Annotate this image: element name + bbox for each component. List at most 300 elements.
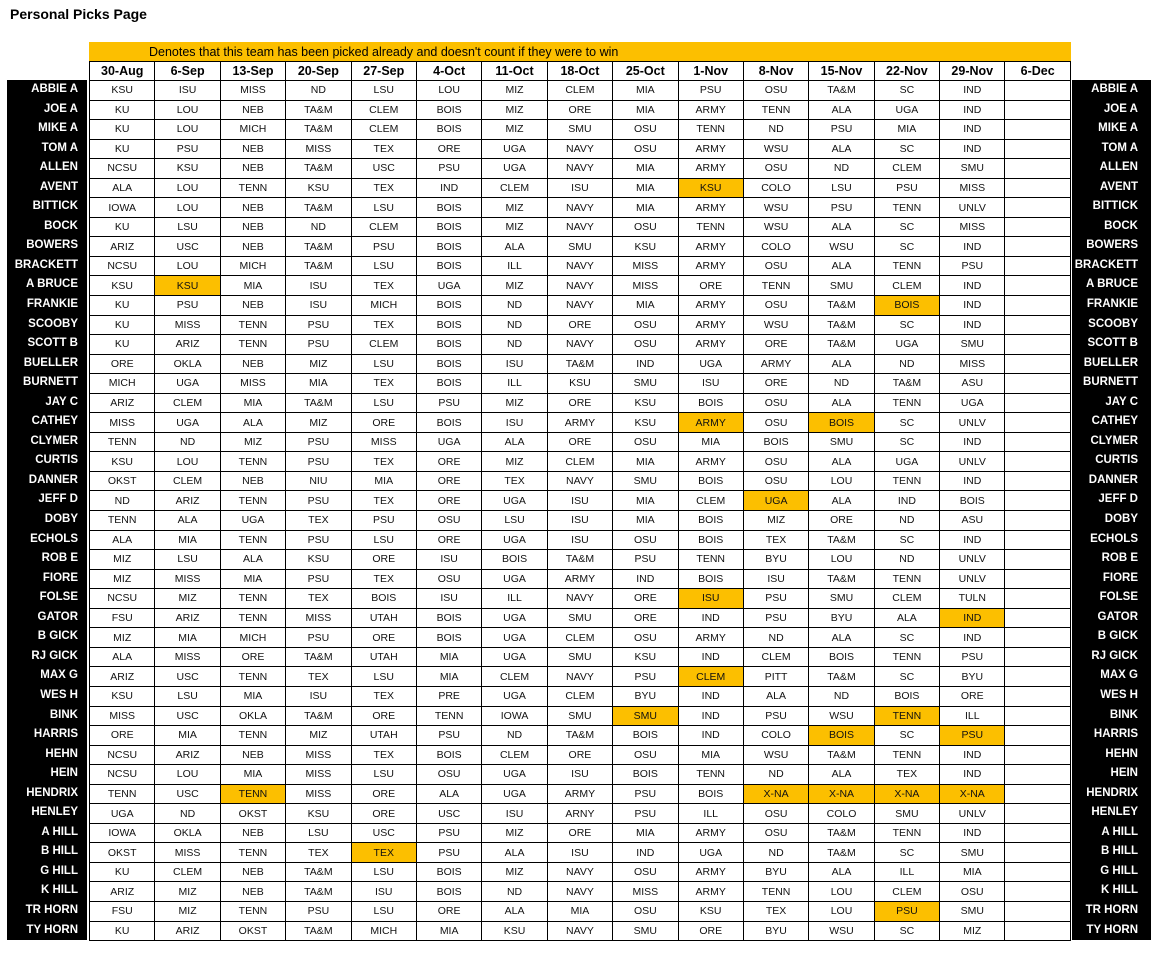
- pick-cell: OSU: [743, 256, 808, 276]
- pick-cell: ARMY: [678, 315, 743, 335]
- pick-cell: UTAH: [351, 608, 416, 628]
- pick-cell: [1005, 667, 1070, 687]
- pick-cell: MIA: [678, 432, 743, 452]
- pick-cell: LSU: [351, 354, 416, 374]
- picks-row: [90, 256, 1071, 276]
- pick-cell: SC: [874, 921, 939, 941]
- pick-cell: BOIS: [809, 726, 874, 746]
- participant-name-left: CATHEY: [31, 415, 78, 428]
- pick-cell: PSU: [613, 804, 678, 824]
- pick-cell: IND: [940, 81, 1005, 101]
- pick-cell: NEB: [220, 296, 285, 316]
- pick-cell: OSU: [613, 315, 678, 335]
- date-header: 25-Oct: [613, 62, 678, 81]
- pick-cell: TEX: [351, 452, 416, 472]
- pick-cell: WSU: [743, 315, 808, 335]
- participant-name-right: WES H: [1100, 688, 1138, 701]
- pick-cell: TENN: [874, 745, 939, 765]
- pick-cell: UNLV: [940, 804, 1005, 824]
- pick-cell: PSU: [613, 784, 678, 804]
- pick-cell: [1005, 745, 1070, 765]
- pick-cell: ARMY: [547, 413, 612, 433]
- pick-cell: IND: [940, 628, 1005, 648]
- pick-cell: ND: [743, 120, 808, 140]
- pick-cell: BYU: [743, 550, 808, 570]
- picks-row: [90, 511, 1071, 531]
- pick-cell: MIZ: [482, 276, 547, 296]
- pick-cell: MIA: [678, 745, 743, 765]
- pick-cell: LSU: [351, 667, 416, 687]
- pick-cell: UNLV: [940, 413, 1005, 433]
- pick-cell: PSU: [743, 706, 808, 726]
- pick-cell: IND: [940, 315, 1005, 335]
- pick-cell: CLEM: [482, 667, 547, 687]
- participant-name-right: SCOOBY: [1088, 317, 1138, 330]
- pick-cell: KU: [90, 315, 155, 335]
- pick-cell: MIZ: [482, 452, 547, 472]
- pick-cell: KSU: [286, 804, 351, 824]
- pick-cell: MICH: [220, 628, 285, 648]
- pick-cell: TA&M: [286, 120, 351, 140]
- picks-row: [90, 452, 1071, 472]
- pick-cell: TENN: [90, 432, 155, 452]
- date-header-row: [90, 62, 1071, 81]
- pick-cell: TA&M: [547, 726, 612, 746]
- pick-cell: MIA: [940, 862, 1005, 882]
- pick-cell: ORE: [678, 276, 743, 296]
- pick-cell: UGA: [482, 530, 547, 550]
- pick-cell: KU: [90, 100, 155, 120]
- pick-cell: PSU: [613, 667, 678, 687]
- pick-cell: SMU: [613, 921, 678, 941]
- pick-cell: ARMY: [678, 256, 743, 276]
- pick-cell: BOIS: [482, 550, 547, 570]
- participant-name-right: CATHEY: [1091, 415, 1138, 428]
- pick-cell: SMU: [940, 159, 1005, 179]
- pick-cell: TEX: [743, 901, 808, 921]
- pick-cell: KSU: [286, 178, 351, 198]
- pick-cell: ORE: [351, 784, 416, 804]
- pick-cell: MIZ: [482, 823, 547, 843]
- pick-cell: KSU: [155, 276, 220, 296]
- pick-cell: [1005, 550, 1070, 570]
- pick-cell: TENN: [678, 120, 743, 140]
- pick-cell: [1005, 804, 1070, 824]
- pick-cell: MIZ: [743, 511, 808, 531]
- pick-cell: PSU: [416, 159, 481, 179]
- pick-cell: NAVY: [547, 862, 612, 882]
- date-header: 11-Oct: [482, 62, 547, 81]
- pick-cell: OSU: [743, 393, 808, 413]
- pick-cell: UGA: [416, 432, 481, 452]
- pick-cell: KSU: [90, 686, 155, 706]
- pick-cell: TENN: [220, 315, 285, 335]
- pick-cell: TA&M: [809, 315, 874, 335]
- pick-cell: BOIS: [351, 589, 416, 609]
- pick-cell: MIZ: [482, 217, 547, 237]
- pick-cell: UTAH: [351, 647, 416, 667]
- pick-cell: TA&M: [286, 882, 351, 902]
- pick-cell: SC: [874, 217, 939, 237]
- pick-cell: ORE: [613, 589, 678, 609]
- pick-cell: OSU: [613, 120, 678, 140]
- pick-cell: ALA: [482, 901, 547, 921]
- pick-cell: KU: [90, 139, 155, 159]
- participant-name-left: FOLSE: [39, 591, 78, 604]
- pick-cell: ALA: [482, 843, 547, 863]
- pick-cell: TA&M: [547, 354, 612, 374]
- pick-cell: SMU: [547, 237, 612, 257]
- pick-cell: CLEM: [678, 491, 743, 511]
- pick-cell: MISS: [286, 608, 351, 628]
- pick-cell: ALA: [809, 354, 874, 374]
- pick-cell: ND: [874, 354, 939, 374]
- pick-cell: ALA: [809, 393, 874, 413]
- pick-cell: ORE: [743, 374, 808, 394]
- pick-cell: IND: [613, 569, 678, 589]
- pick-cell: KSU: [90, 276, 155, 296]
- pick-cell: MISS: [90, 413, 155, 433]
- pick-cell: MIA: [416, 667, 481, 687]
- pick-cell: CLEM: [678, 667, 743, 687]
- pick-cell: PSU: [809, 198, 874, 218]
- pick-cell: UTAH: [351, 726, 416, 746]
- participant-name-left: HARRIS: [33, 728, 78, 741]
- participant-name-right: GATOR: [1097, 610, 1138, 623]
- pick-cell: TA&M: [286, 198, 351, 218]
- pick-cell: ORE: [547, 823, 612, 843]
- pick-cell: MIA: [220, 686, 285, 706]
- pick-cell: [1005, 647, 1070, 667]
- pick-cell: TENN: [220, 726, 285, 746]
- pick-cell: USC: [155, 784, 220, 804]
- pick-cell: WSU: [809, 921, 874, 941]
- pick-cell: NEB: [220, 159, 285, 179]
- pick-cell: ND: [155, 804, 220, 824]
- pick-cell: ARMY: [678, 159, 743, 179]
- date-header: 6-Sep: [155, 62, 220, 81]
- pick-cell: ND: [286, 217, 351, 237]
- pick-cell: CLEM: [547, 686, 612, 706]
- pick-cell: TEX: [351, 374, 416, 394]
- pick-cell: ALA: [220, 550, 285, 570]
- pick-cell: ARIZ: [155, 608, 220, 628]
- pick-cell: SMU: [613, 374, 678, 394]
- pick-cell: USC: [416, 804, 481, 824]
- pick-cell: NAVY: [547, 276, 612, 296]
- participant-name-left: MIKE A: [38, 122, 78, 135]
- participant-name-right: ALLEN: [1099, 161, 1138, 174]
- pick-cell: TENN: [874, 569, 939, 589]
- pick-cell: ARIZ: [90, 882, 155, 902]
- pick-cell: LSU: [351, 765, 416, 785]
- pick-cell: MIZ: [90, 569, 155, 589]
- participant-name-right: CURTIS: [1095, 454, 1138, 467]
- pick-cell: ILL: [678, 804, 743, 824]
- pick-cell: UNLV: [940, 452, 1005, 472]
- pick-cell: ARMY: [547, 784, 612, 804]
- pick-cell: TENN: [220, 901, 285, 921]
- pick-cell: ISU: [482, 804, 547, 824]
- pick-cell: IND: [874, 491, 939, 511]
- pick-cell: ORE: [416, 491, 481, 511]
- legend-bar: Denotes that this team has been picked already and doesn't count if they were to win: [89, 42, 1071, 61]
- pick-cell: UGA: [220, 511, 285, 531]
- pick-cell: PSU: [155, 296, 220, 316]
- pick-cell: CLEM: [351, 120, 416, 140]
- participant-name-left: G HILL: [40, 864, 78, 877]
- pick-cell: MIA: [613, 452, 678, 472]
- pick-cell: SC: [874, 843, 939, 863]
- pick-cell: OSU: [743, 452, 808, 472]
- pick-cell: [1005, 276, 1070, 296]
- participant-name-right: FOLSE: [1099, 591, 1138, 604]
- pick-cell: ALA: [482, 237, 547, 257]
- pick-cell: NEB: [220, 882, 285, 902]
- pick-cell: BOIS: [416, 120, 481, 140]
- pick-cell: SC: [874, 139, 939, 159]
- pick-cell: TA&M: [286, 393, 351, 413]
- pick-cell: TEX: [351, 745, 416, 765]
- pick-cell: TENN: [743, 276, 808, 296]
- pick-cell: TEX: [351, 139, 416, 159]
- pick-cell: MIZ: [482, 198, 547, 218]
- participant-name-right: ROB E: [1101, 552, 1138, 565]
- participant-name-right: BINK: [1109, 708, 1138, 721]
- pick-cell: BOIS: [874, 686, 939, 706]
- pick-cell: ARMY: [678, 413, 743, 433]
- participant-name-left: B HILL: [40, 845, 78, 858]
- pick-cell: MISS: [940, 354, 1005, 374]
- pick-cell: X-NA: [743, 784, 808, 804]
- participant-name-left: ALLEN: [39, 161, 78, 174]
- pick-cell: [1005, 139, 1070, 159]
- pick-cell: NCSU: [90, 589, 155, 609]
- pick-cell: TEX: [351, 569, 416, 589]
- pick-cell: ALA: [743, 686, 808, 706]
- pick-cell: TENN: [678, 550, 743, 570]
- pick-cell: IND: [940, 296, 1005, 316]
- pick-cell: OSU: [613, 628, 678, 648]
- pick-cell: MIZ: [286, 413, 351, 433]
- participant-name-left: BOCK: [44, 219, 78, 232]
- pick-cell: BOIS: [416, 374, 481, 394]
- participant-name-right: BOWERS: [1086, 239, 1138, 252]
- pick-cell: MISS: [220, 81, 285, 101]
- pick-cell: ISU: [678, 374, 743, 394]
- pick-cell: TENN: [743, 100, 808, 120]
- participant-name-right: JAY C: [1105, 395, 1138, 408]
- pick-cell: SC: [874, 237, 939, 257]
- picks-row: [90, 413, 1071, 433]
- pick-cell: TENN: [220, 335, 285, 355]
- participant-name-left: HEHN: [45, 747, 78, 760]
- picks-row: [90, 589, 1071, 609]
- pick-cell: WSU: [743, 217, 808, 237]
- picks-row: [90, 159, 1071, 179]
- pick-cell: TA&M: [547, 550, 612, 570]
- pick-cell: OKLA: [220, 706, 285, 726]
- pick-cell: TENN: [874, 198, 939, 218]
- pick-cell: WSU: [809, 706, 874, 726]
- pick-cell: TENN: [874, 256, 939, 276]
- pick-cell: BOIS: [416, 335, 481, 355]
- pick-cell: OSU: [613, 530, 678, 550]
- pick-cell: IND: [940, 823, 1005, 843]
- pick-cell: OKLA: [155, 354, 220, 374]
- participant-name-right: DANNER: [1088, 473, 1138, 486]
- pick-cell: CLEM: [547, 452, 612, 472]
- pick-cell: UGA: [482, 628, 547, 648]
- participant-name-left: BITTICK: [32, 200, 78, 213]
- pick-cell: [1005, 335, 1070, 355]
- pick-cell: ASU: [940, 374, 1005, 394]
- pick-cell: NEB: [220, 823, 285, 843]
- pick-cell: ORE: [90, 354, 155, 374]
- participant-name-left: A BRUCE: [26, 278, 78, 291]
- pick-cell: OSU: [613, 432, 678, 452]
- pick-cell: TA&M: [286, 862, 351, 882]
- picks-row: [90, 374, 1071, 394]
- pick-cell: KSU: [286, 550, 351, 570]
- pick-cell: ARNY: [547, 804, 612, 824]
- pick-cell: MISS: [286, 784, 351, 804]
- participant-name-left: CLYMER: [30, 434, 78, 447]
- pick-cell: SMU: [940, 901, 1005, 921]
- pick-cell: OSU: [416, 511, 481, 531]
- pick-cell: UGA: [678, 843, 743, 863]
- pick-cell: PSU: [286, 530, 351, 550]
- pick-cell: NEB: [220, 862, 285, 882]
- pick-cell: SMU: [809, 276, 874, 296]
- pick-cell: NCSU: [90, 765, 155, 785]
- pick-cell: LOU: [155, 178, 220, 198]
- pick-cell: SMU: [940, 335, 1005, 355]
- pick-cell: ALA: [90, 530, 155, 550]
- pick-cell: ISU: [547, 178, 612, 198]
- pick-cell: PSU: [286, 432, 351, 452]
- pick-cell: ND: [482, 726, 547, 746]
- pick-cell: [1005, 511, 1070, 531]
- pick-cell: [1005, 237, 1070, 257]
- pick-cell: PSU: [351, 237, 416, 257]
- pick-cell: ARIZ: [90, 393, 155, 413]
- pick-cell: MIA: [613, 823, 678, 843]
- pick-cell: IND: [416, 178, 481, 198]
- pick-cell: TENN: [220, 178, 285, 198]
- pick-cell: BOIS: [416, 862, 481, 882]
- pick-cell: ARMY: [743, 354, 808, 374]
- pick-cell: TA&M: [809, 530, 874, 550]
- pick-cell: ISU: [547, 511, 612, 531]
- pick-cell: UGA: [482, 647, 547, 667]
- participant-name-right: BOCK: [1104, 219, 1138, 232]
- pick-cell: ND: [874, 550, 939, 570]
- pick-cell: NAVY: [547, 589, 612, 609]
- pick-cell: TEX: [743, 530, 808, 550]
- pick-cell: OSU: [416, 569, 481, 589]
- pick-cell: OKST: [90, 843, 155, 863]
- picks-row: [90, 628, 1071, 648]
- pick-cell: MIZ: [482, 81, 547, 101]
- participant-name-left: WES H: [40, 688, 78, 701]
- pick-cell: SC: [874, 81, 939, 101]
- pick-cell: MIA: [155, 530, 220, 550]
- pick-cell: BOIS: [416, 198, 481, 218]
- participant-name-right: B HILL: [1100, 845, 1138, 858]
- pick-cell: BOIS: [416, 608, 481, 628]
- pick-cell: IND: [940, 100, 1005, 120]
- pick-cell: KSU: [155, 159, 220, 179]
- pick-cell: LOU: [155, 120, 220, 140]
- pick-cell: UGA: [155, 374, 220, 394]
- participant-names-left: [7, 80, 87, 940]
- pick-cell: BYU: [940, 667, 1005, 687]
- pick-cell: PSU: [809, 120, 874, 140]
- participant-name-right: G HILL: [1100, 864, 1138, 877]
- participant-name-right: BURNETT: [1083, 376, 1138, 389]
- pick-cell: UGA: [482, 569, 547, 589]
- pick-cell: OSU: [613, 901, 678, 921]
- pick-cell: ND: [286, 81, 351, 101]
- pick-cell: SMU: [809, 432, 874, 452]
- pick-cell: CLEM: [482, 178, 547, 198]
- pick-cell: ILL: [482, 374, 547, 394]
- pick-cell: IND: [940, 471, 1005, 491]
- pick-cell: MISS: [940, 178, 1005, 198]
- pick-cell: PSU: [155, 139, 220, 159]
- pick-cell: MIA: [220, 569, 285, 589]
- pick-cell: MIA: [416, 647, 481, 667]
- pick-cell: [1005, 393, 1070, 413]
- pick-cell: ALA: [155, 511, 220, 531]
- participant-name-left: AVENT: [39, 180, 78, 193]
- participant-name-right: TOM A: [1101, 141, 1138, 154]
- pick-cell: ARMY: [678, 296, 743, 316]
- picks-row: [90, 706, 1071, 726]
- pick-cell: ORE: [940, 686, 1005, 706]
- picks-row: [90, 686, 1071, 706]
- pick-cell: PSU: [416, 393, 481, 413]
- pick-cell: ALA: [809, 100, 874, 120]
- pick-cell: SC: [874, 667, 939, 687]
- pick-cell: CLEM: [155, 862, 220, 882]
- pick-cell: TEX: [351, 686, 416, 706]
- pick-cell: [1005, 178, 1070, 198]
- pick-cell: MISS: [220, 374, 285, 394]
- pick-cell: KU: [90, 296, 155, 316]
- pick-cell: ND: [482, 296, 547, 316]
- pick-cell: TENN: [220, 608, 285, 628]
- pick-cell: BOIS: [416, 882, 481, 902]
- pick-cell: TEX: [351, 315, 416, 335]
- pick-cell: BOIS: [874, 296, 939, 316]
- pick-cell: BOIS: [416, 237, 481, 257]
- pick-cell: LOU: [809, 471, 874, 491]
- pick-cell: NAVY: [547, 296, 612, 316]
- pick-cell: TEX: [286, 589, 351, 609]
- pick-cell: BOIS: [678, 471, 743, 491]
- pick-cell: TA&M: [809, 569, 874, 589]
- participant-name-left: TOM A: [41, 141, 78, 154]
- pick-cell: IND: [678, 686, 743, 706]
- pick-cell: MIA: [155, 628, 220, 648]
- picks-row: [90, 432, 1071, 452]
- pick-cell: BOIS: [613, 765, 678, 785]
- pick-cell: ALA: [90, 647, 155, 667]
- picks-row: [90, 726, 1071, 746]
- pick-cell: TA&M: [809, 667, 874, 687]
